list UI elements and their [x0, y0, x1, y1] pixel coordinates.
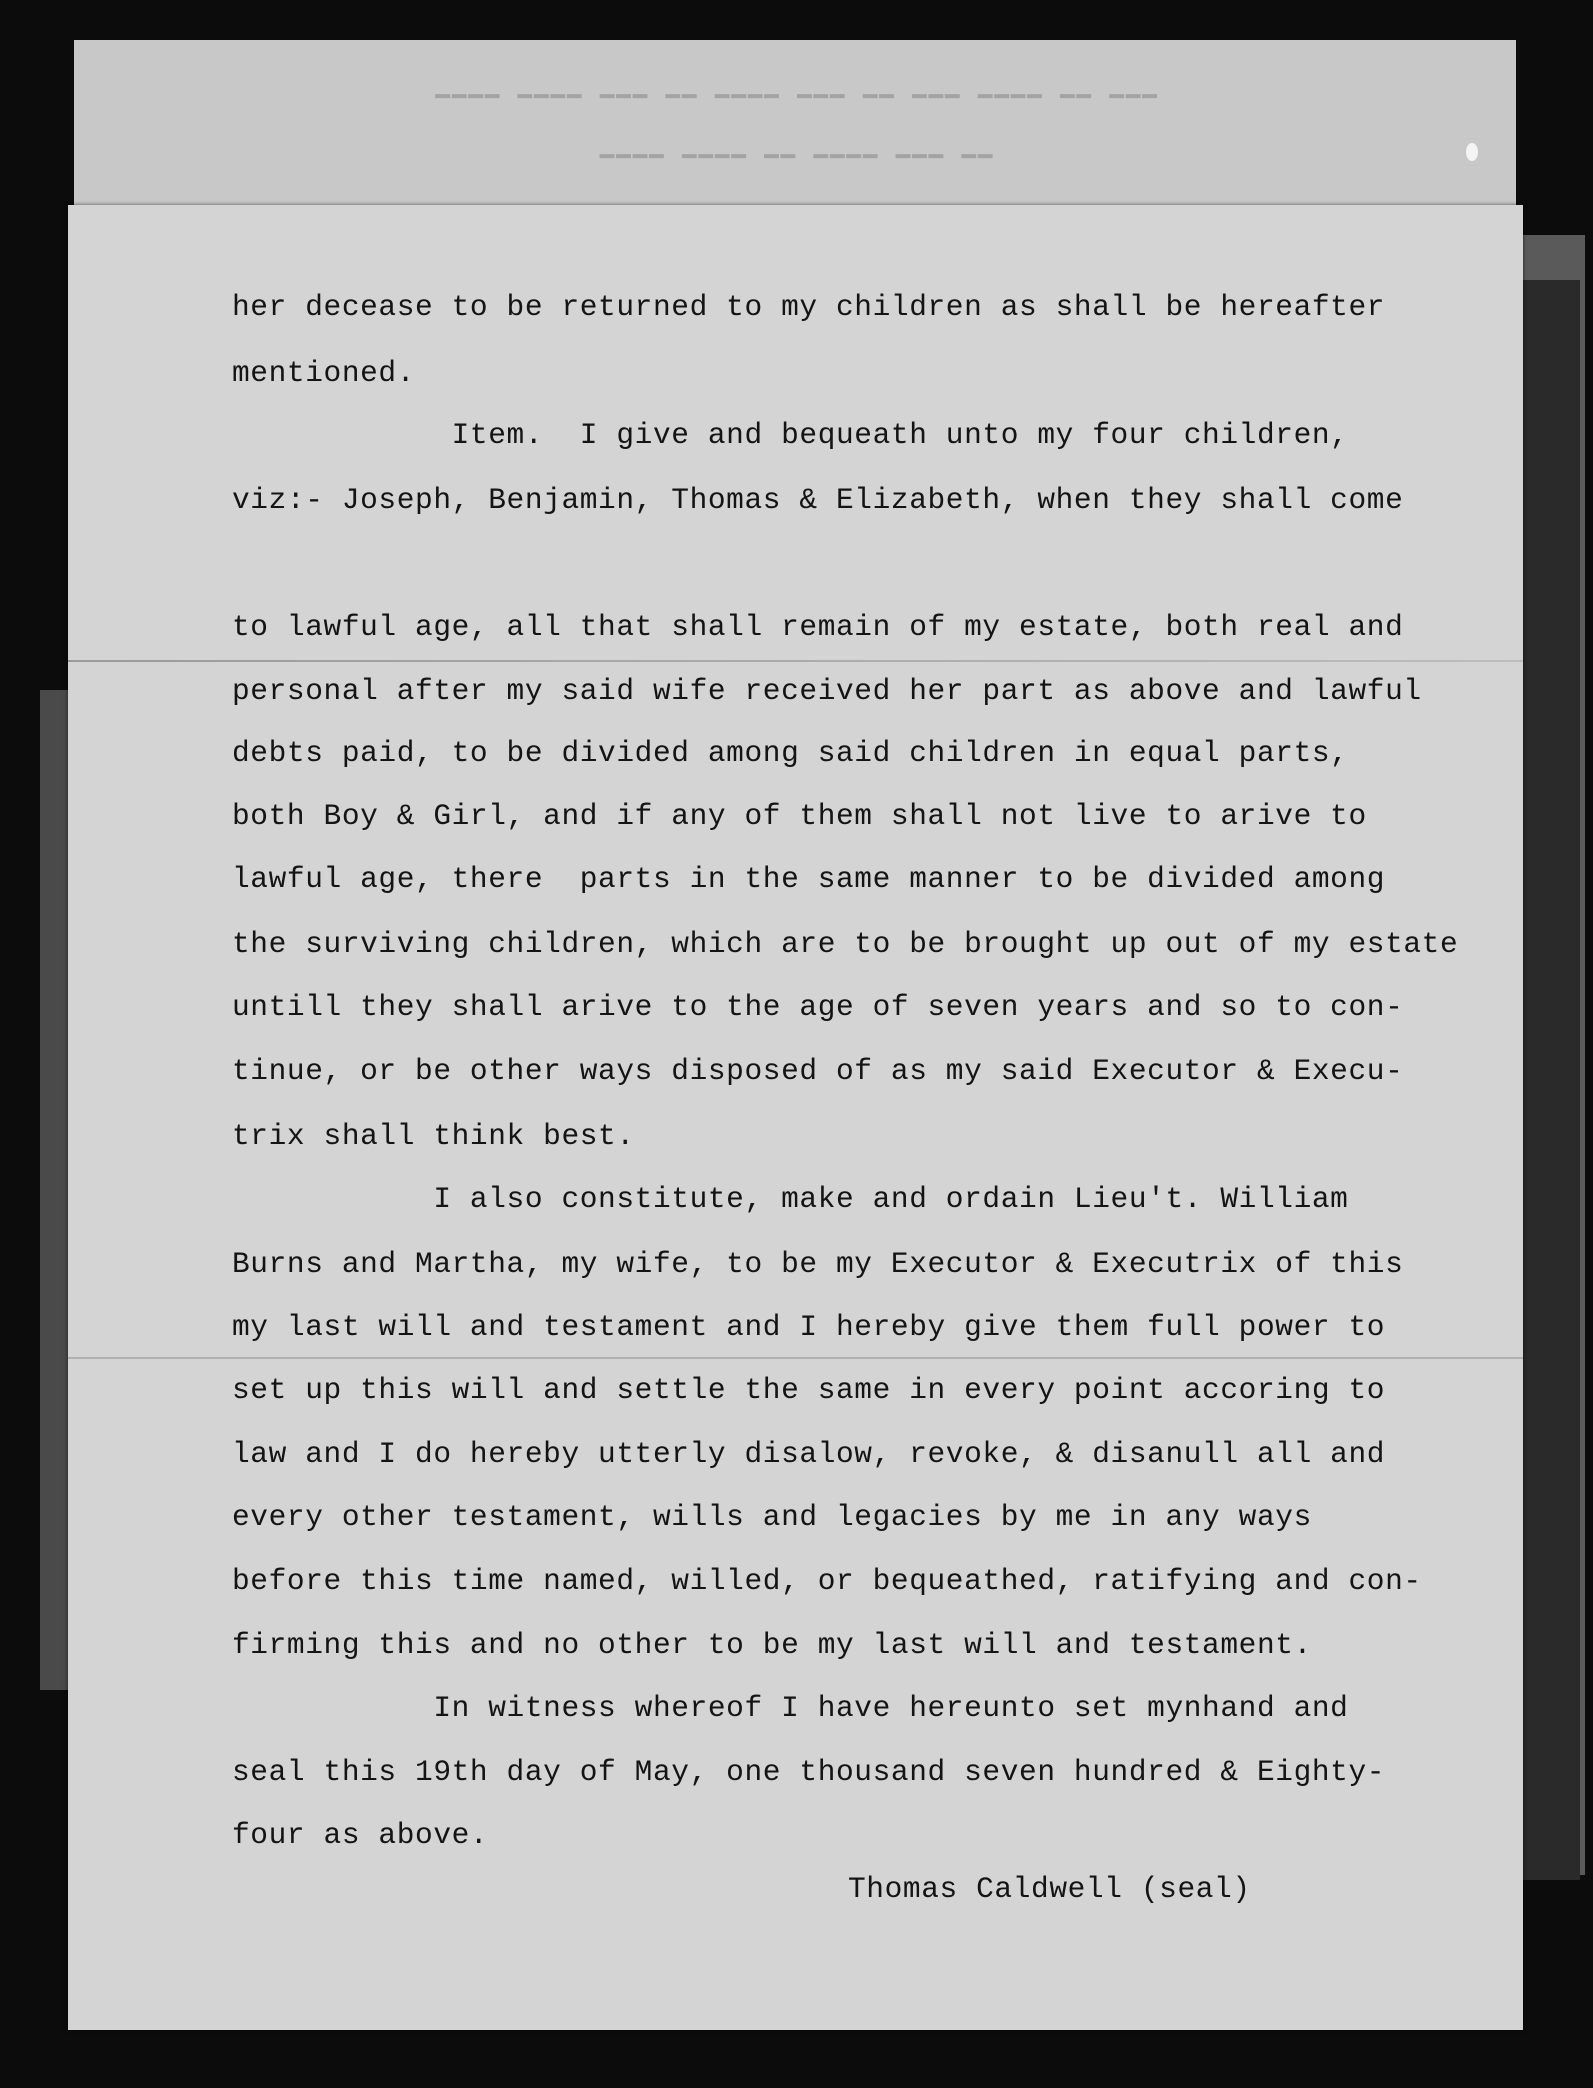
text-line-24: four as above. — [232, 1818, 489, 1852]
text-line-23: seal this 19th day of May, one thousand seven hundred & Eighty- — [232, 1755, 1386, 1789]
text-line-16: my last will and testament and I hereby give them full power to — [232, 1310, 1386, 1344]
text-line-3: Item. I give and bequeath unto my four children, — [232, 418, 1349, 452]
text-line-19: every other testament, wills and legacies by me in any ways — [232, 1500, 1312, 1534]
text-line-13: trix shall think best. — [232, 1119, 635, 1153]
text-line-20: before this time named, willed, or bequeathed, ratifying and con- — [232, 1564, 1422, 1598]
text-line-14: I also constitute, make and ordain Lieu't. William — [232, 1182, 1349, 1216]
text-line-10: the surviving children, which are to be brought up out of my estate — [232, 927, 1459, 961]
signature-line: Thomas Caldwell (seal) — [848, 1872, 1251, 1906]
text-line-2: mentioned. — [232, 356, 416, 390]
text-line-21: firming this and no other to be my last will and testament. — [232, 1628, 1312, 1662]
page-blemish — [1466, 143, 1478, 161]
text-line-9: lawful age, there parts in the same manner to be divided among — [232, 862, 1386, 896]
text-line-18: law and I do hereby utterly disalow, revoke, & disanull all and — [232, 1437, 1386, 1471]
text-line-8: both Boy & Girl, and if any of them shall not live to arive to — [232, 799, 1367, 833]
text-line-17: set up this will and settle the same in every point accoring to — [232, 1373, 1386, 1407]
text-line-22: In witness whereof I have hereunto set mynhand and — [232, 1691, 1349, 1725]
text-line-5: to lawful age, all that shall remain of my estate, both real and — [232, 610, 1404, 644]
bleed-through-text: ━━ ━━━ ━━━━ ━━ ━━━━ ━━━━ — [597, 140, 993, 167]
text-line-1: her decease to be returned to my children as shall be hereafter — [232, 290, 1386, 324]
bleed-through-text: ━━━ ━━ ━━━━ ━━━ ━━ ━━━ ━━━━ ━━ ━━━ ━━━━ ━━━━ — [433, 80, 1157, 107]
folded-top-flap — [74, 40, 1516, 212]
text-line-15: Burns and Martha, my wife, to be my Executor & Executrix of this — [232, 1247, 1404, 1281]
text-line-7: debts paid, to be divided among said children in equal parts, — [232, 736, 1349, 770]
text-line-11: untill they shall arive to the age of seven years and so to con- — [232, 990, 1404, 1024]
text-line-4: viz:- Joseph, Benjamin, Thomas & Elizabeth, when they shall come — [232, 483, 1404, 517]
text-line-6: personal after my said wife received her part as above and lawful — [232, 674, 1422, 708]
text-line-12: tinue, or be other ways disposed of as my said Executor & Execu- — [232, 1054, 1404, 1088]
